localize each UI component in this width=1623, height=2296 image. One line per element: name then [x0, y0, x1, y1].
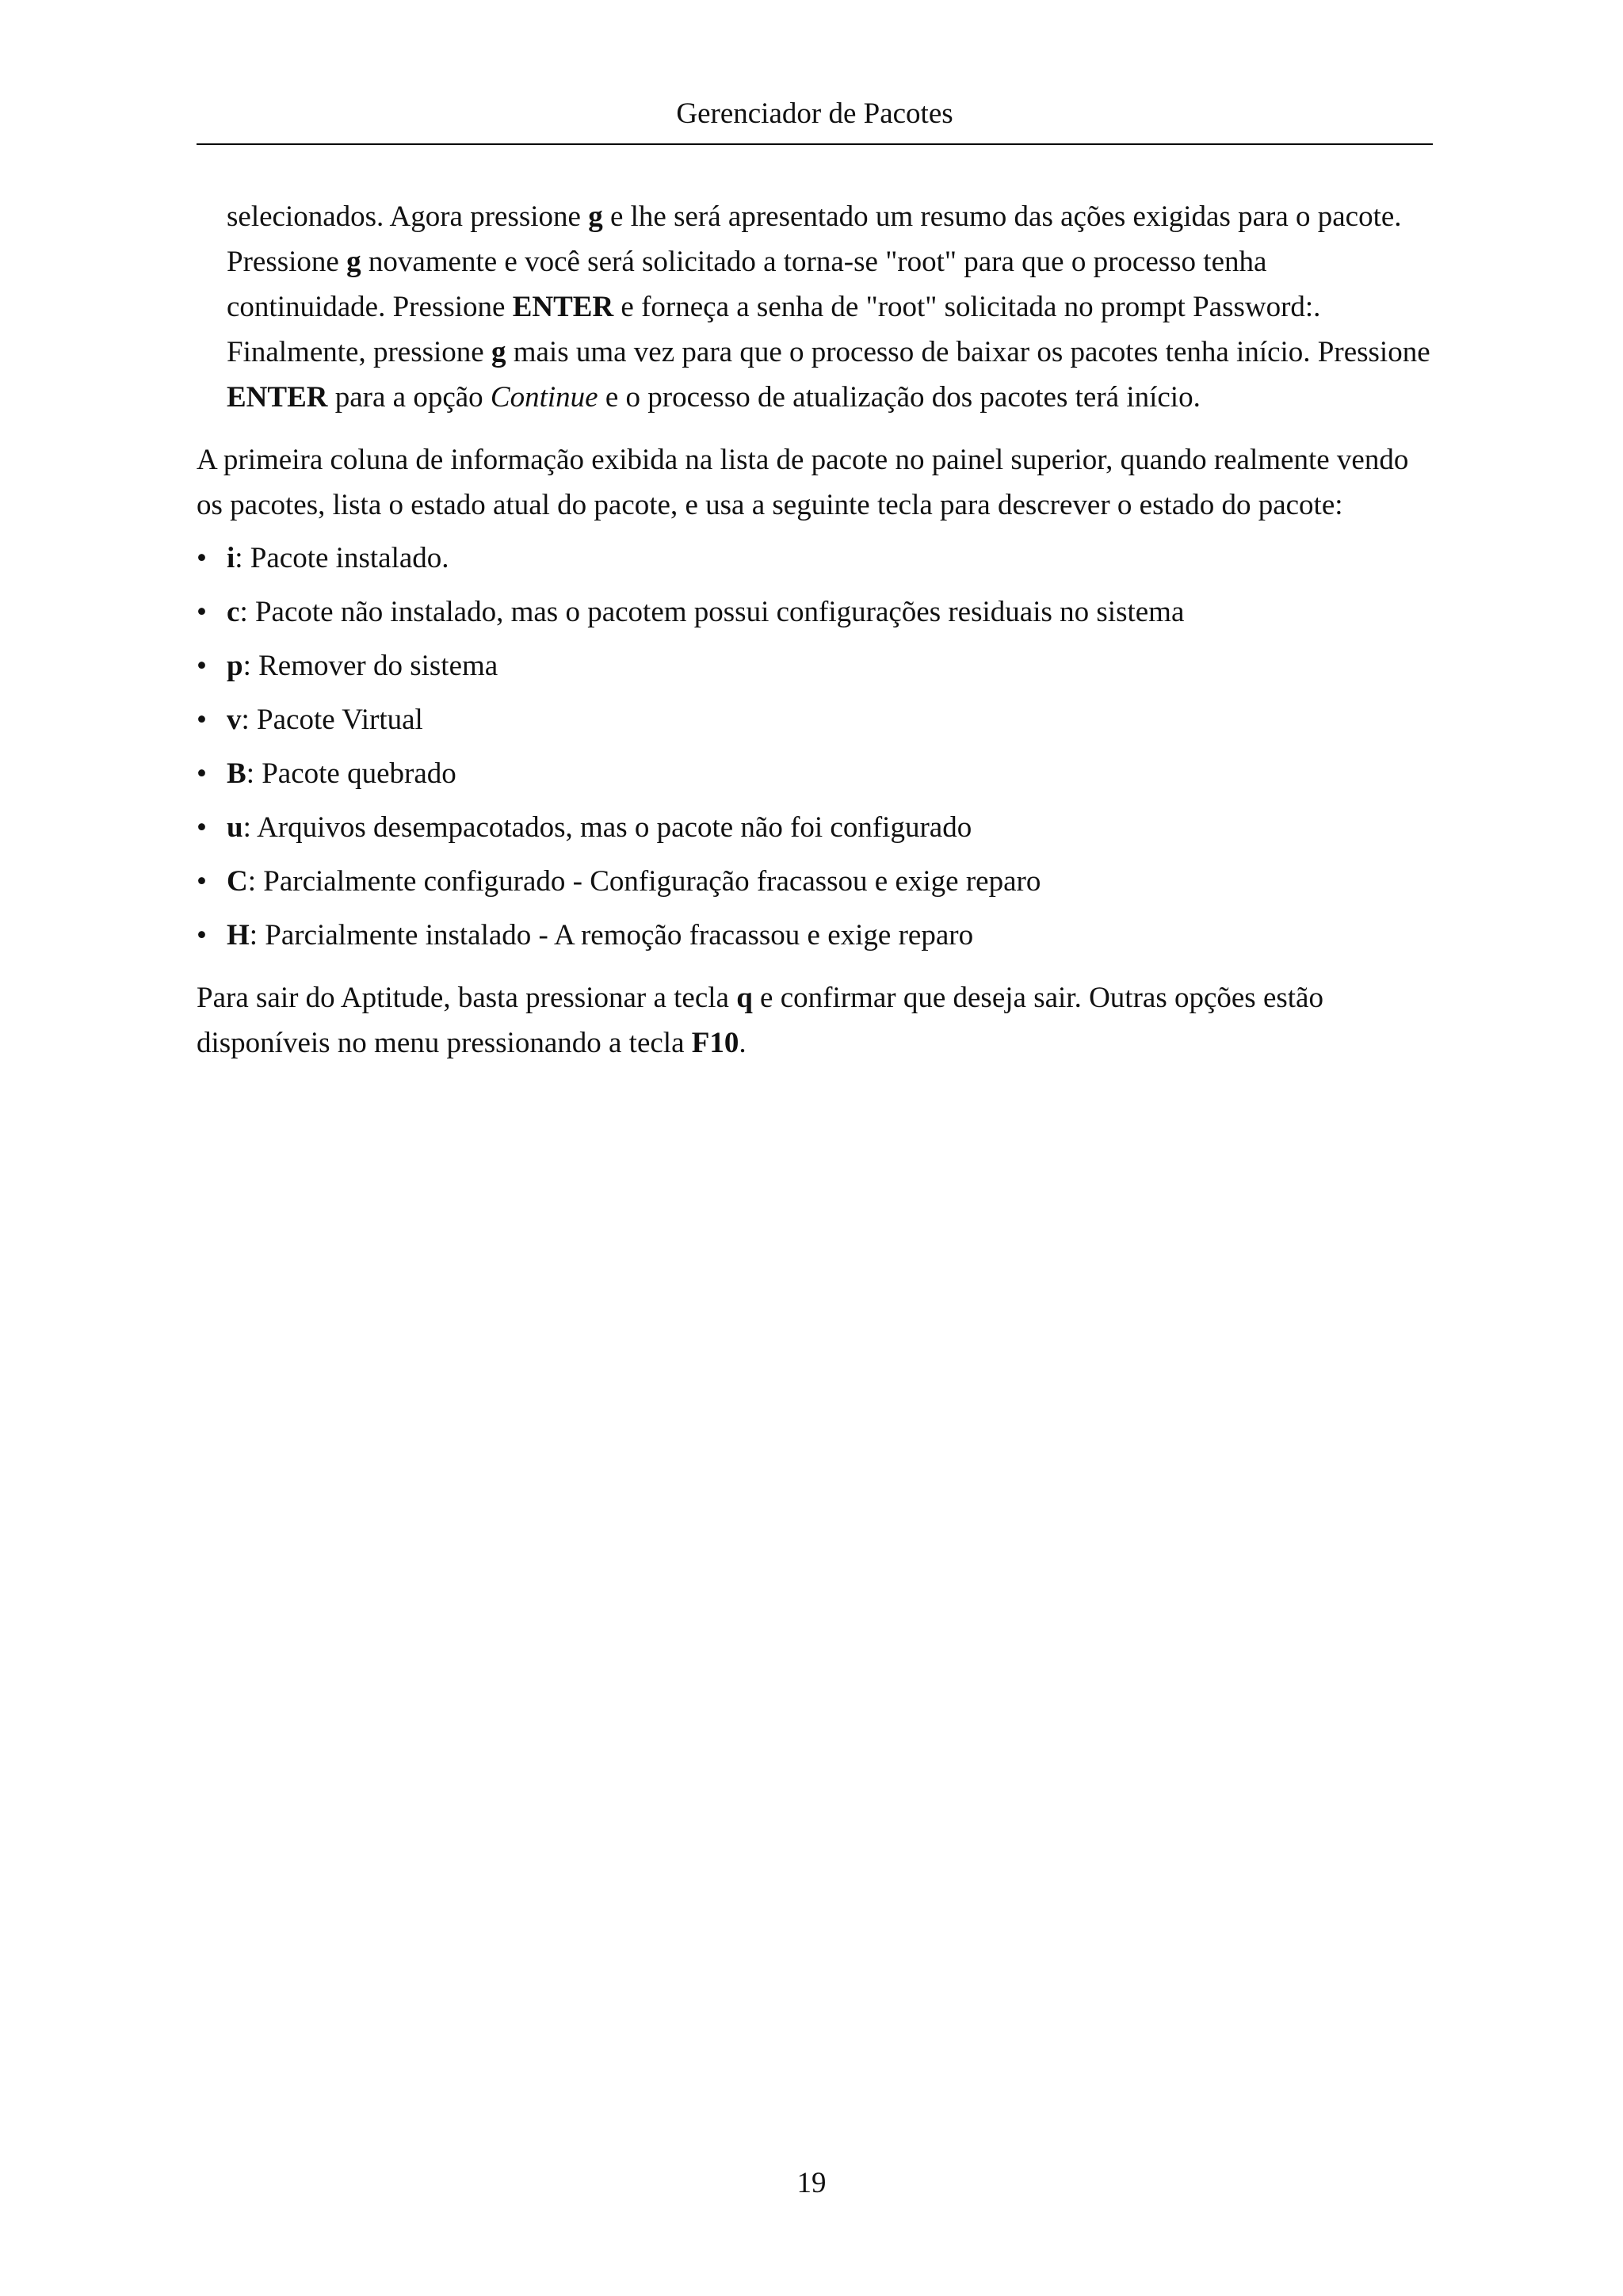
text-run: novamente e você será solicitado a torna-se "root" para que o processo tenha continuidade. Pressione: [227, 246, 1267, 323]
text-run: e o processo de atualização dos pacotes terá início.: [598, 381, 1201, 414]
legend-description: : Pacote não instalado, mas o pacotem possui configurações residuais no sistema: [239, 596, 1185, 628]
legend-description: : Parcialmente configurado - Configuração fracassou e exige reparo: [247, 865, 1041, 898]
text-run: .: [739, 1027, 747, 1059]
key-enter: ENTER: [227, 381, 328, 414]
text-run: Para sair do Aptitude, basta pressionar a tecla: [197, 982, 737, 1014]
legend-key: v: [227, 704, 242, 736]
bullet-icon: •: [197, 650, 207, 682]
legend-description: : Arquivos desempacotados, mas o pacote não foi configurado: [242, 811, 972, 844]
bullet-icon: •: [197, 919, 207, 952]
text-run: e lhe será apresentado um resumo das ações exigidas para o pacote. Pressione: [227, 200, 1402, 278]
text-run: e confirmar que deseja sair. Outras opções estão disponíveis no menu pressionando a tecla: [197, 982, 1323, 1059]
legend-item: [197, 913, 1433, 958]
key-f10: F10: [691, 1027, 739, 1059]
legend-item: [197, 859, 1433, 904]
text-run: mais uma vez para que o processo de baixar os pacotes tenha início. Pressione: [506, 336, 1430, 368]
key-g: g: [491, 336, 506, 368]
key-enter: ENTER: [512, 291, 614, 323]
key-g: g: [588, 200, 603, 233]
legend-description: : Parcialmente instalado - A remoção fracassou e exige reparo: [249, 919, 974, 952]
bullet-icon: •: [197, 542, 207, 574]
legend-item: [197, 589, 1433, 635]
text-run: e forneça a senha de "root" solicitada no prompt Password:. Finalmente, pressione: [227, 291, 1321, 368]
legend-description: : Pacote instalado.: [235, 542, 449, 574]
page-number: 19: [796, 2167, 827, 2199]
legend-key: p: [227, 650, 243, 682]
key-g: g: [346, 246, 361, 278]
bullet-icon: •: [197, 596, 207, 628]
legend-key: H: [227, 919, 250, 952]
key-q: q: [736, 982, 753, 1014]
legend-key: i: [227, 542, 235, 574]
status-legend-list: [197, 536, 1433, 958]
legend-description: : Pacote Virtual: [241, 704, 423, 736]
text-run: selecionados. Agora pressione: [227, 200, 589, 233]
option-continue: Continue: [490, 381, 598, 414]
legend-item: [197, 805, 1433, 850]
text-run: para a opção: [327, 381, 491, 414]
bullet-icon: •: [197, 757, 207, 790]
legend-description: : Remover do sistema: [242, 650, 498, 682]
legend-item: [197, 697, 1433, 742]
legend-item: [197, 751, 1433, 796]
running-header: Gerenciador de Pacotes: [676, 97, 953, 130]
legend-key: c: [227, 596, 240, 628]
legend-key: u: [227, 811, 243, 844]
legend-key: C: [227, 865, 248, 898]
legend-key: B: [227, 757, 246, 790]
header-rule: [197, 143, 1433, 145]
step-paragraph: [227, 194, 1433, 420]
bullet-icon: •: [197, 865, 207, 898]
legend-description: : Pacote quebrado: [246, 757, 456, 790]
legend-item: [197, 643, 1433, 688]
bullet-icon: •: [197, 704, 207, 736]
page-content: [197, 194, 1433, 1066]
legend-item: [197, 536, 1433, 581]
closing-paragraph: [197, 975, 1433, 1066]
bullet-icon: •: [197, 811, 207, 844]
intro-paragraph: A primeira coluna de informação exibida na lista de pacote no painel superior, quando realmente vendo os pacotes, lista o estado atual do pacote, e usa a seguinte tecla para descrever o estado do pacote:: [197, 444, 1409, 521]
